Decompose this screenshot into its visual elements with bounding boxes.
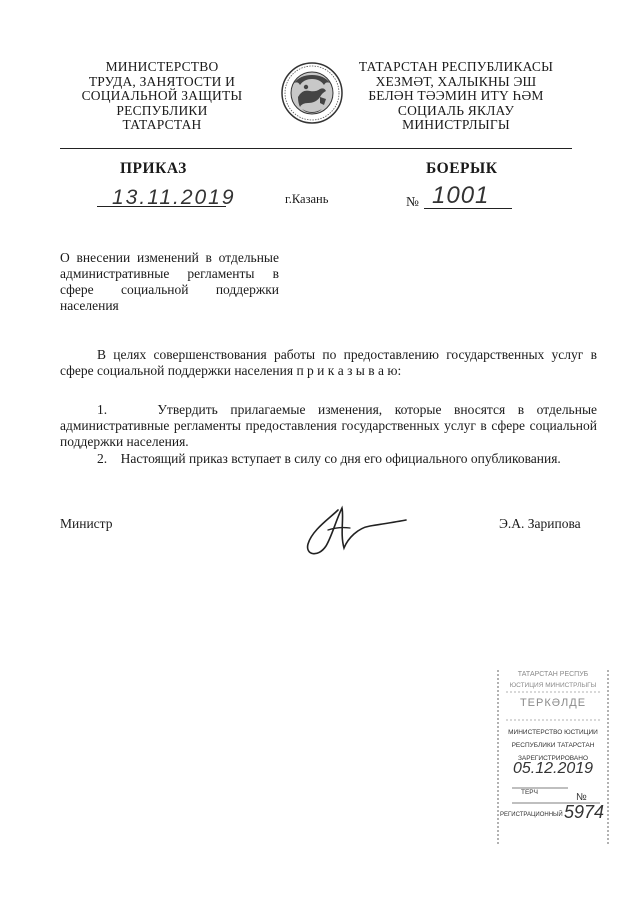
stamp-line: ТЕРКӘЛДЕ [519, 697, 587, 709]
ministry-name-tt-line: МИНИСТРЛЫГЫ [402, 117, 510, 132]
ministry-name-tt-line: БЕЛӘН ТӘЭМИН ИТҮ ҺӘМ [368, 88, 544, 103]
document-title-tt: БОЕРЫК [426, 160, 498, 177]
registration-stamp [496, 666, 610, 846]
signer-name: Э.А. Зарипова [499, 516, 581, 531]
ministry-name-tt-line: ХЕЗМӘТ, ХАЛЫКНЫ ЭШ [375, 73, 537, 89]
handwritten-date: 13.11.2019 [112, 186, 236, 209]
order-item [60, 451, 597, 467]
ministry-name-ru-line: СОЦИАЛЬНОЙ ЗАЩИТЫ [81, 88, 243, 103]
stamp-line: МИНИСТЕРСТВО ЮСТИЦИИ [508, 729, 598, 736]
ministry-name-tt-line: СОЦИАЛЬ ЯКЛАУ [397, 102, 515, 118]
stamp-registration-number: 5974 [564, 802, 605, 822]
ministry-name-ru-line: МИНИСТЕРСТВО [105, 59, 219, 74]
order-item-number: 2. [97, 451, 108, 466]
stamp-line: РЕГИСТРАЦИОННЫЙ [500, 812, 563, 818]
document-subject: О внесении изменений в отдельные административные регламенты в сфере социальной поддержки населения [60, 250, 279, 313]
ministry-name-ru-line: ТАТАРСТАН [122, 117, 202, 132]
order-item-text: Настоящий приказ вступает в силу со дня его официального опубликования. [120, 451, 561, 466]
number-sign: № [406, 194, 419, 209]
stamp-line: ТАТАРСТАН РЕСПУБ [517, 671, 589, 678]
order-item-number: 1. [97, 402, 108, 417]
ministry-name-tt-line: ТАТАРСТАН РЕСПУБЛИКАСЫ [358, 59, 554, 74]
handwritten-number: 1001 [432, 182, 490, 209]
date-underline [97, 206, 226, 207]
number-underline [424, 208, 512, 209]
stamp-line: ЗАРЕГИСТРИРОВАНО [517, 755, 589, 762]
ministry-name-ru-line: РЕСПУБЛИКИ [116, 102, 208, 118]
order-item [60, 402, 597, 450]
header-divider [60, 148, 572, 149]
stamp-line: ЮСТИЦИЯ МИНИСТРЛЫГЫ [509, 682, 597, 689]
stamp-line: ТЕРЧ [521, 789, 538, 796]
city-label: г.Казань [285, 192, 329, 206]
stamp-registration-date: 05.12.2019 [512, 760, 594, 777]
ministry-name-tt [350, 60, 562, 133]
handwritten-signature [300, 500, 410, 562]
document-title-ru: ПРИКАЗ [120, 160, 187, 177]
coat-of-arms-emblem [280, 61, 344, 125]
order-item-text: Утвердить прилагаемые изменения, которые вносятся в отдельные административные регламенты предоставления государственных услуг в сфере социальной поддержки населения. [60, 402, 598, 449]
stamp-no-label: № [576, 792, 587, 803]
signer-role: Министр [60, 516, 113, 531]
ministry-name-ru-line: ТРУДА, ЗАНЯТОСТИ И [88, 73, 236, 89]
ministry-name-ru [62, 60, 262, 133]
preamble-paragraph: В целях совершенствования работы по предоставлению государственных услуг в сфере социальной поддержки населения п р и к а з ы в а ю: [60, 347, 597, 378]
stamp-line: РЕСПУБЛИКИ ТАТАРСТАН [511, 742, 595, 749]
